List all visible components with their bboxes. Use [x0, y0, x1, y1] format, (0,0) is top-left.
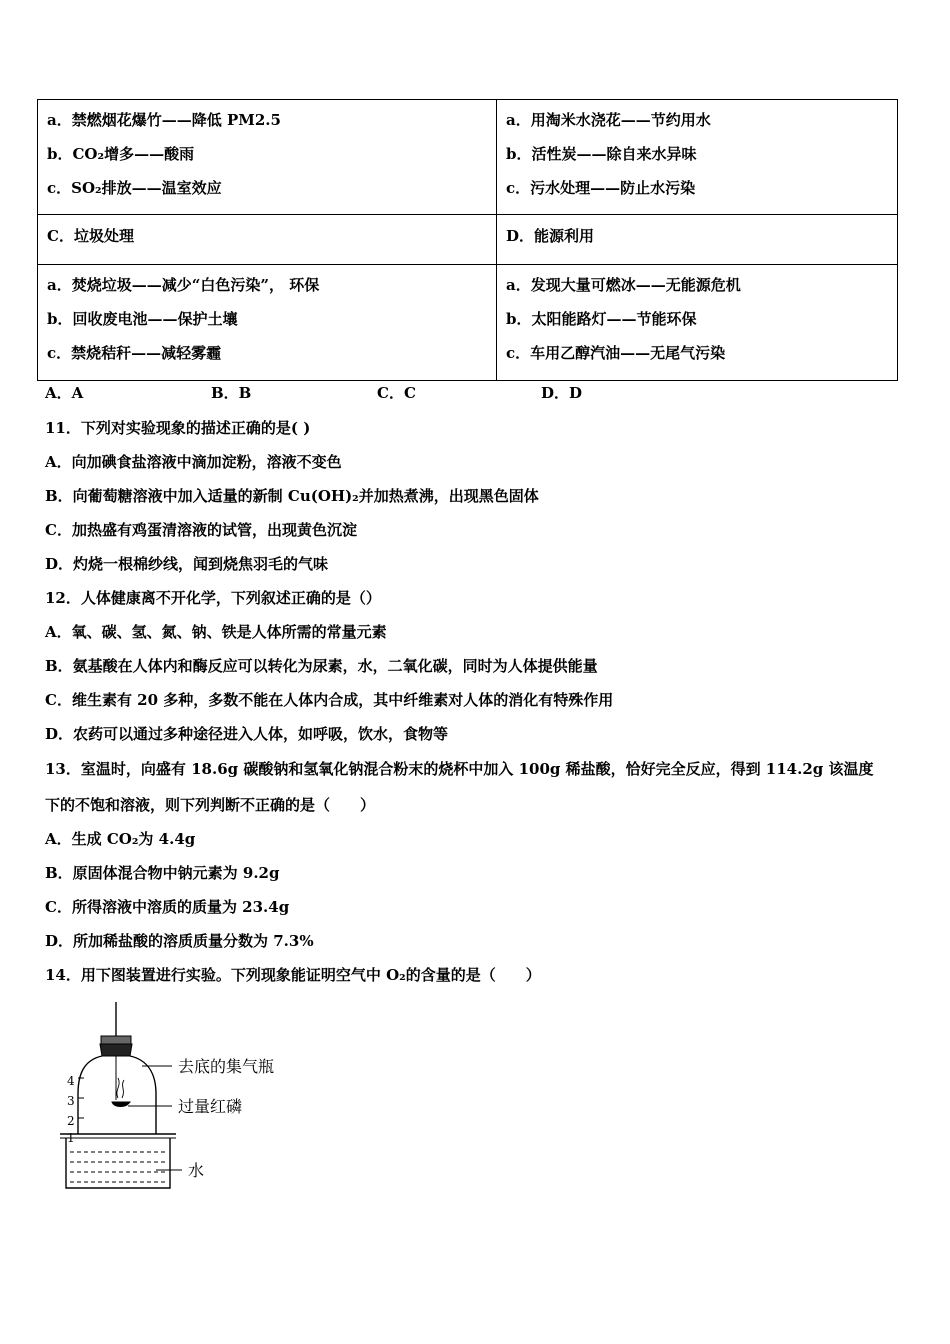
q11-option-c[interactable]: C．加热盛有鸡蛋清溶液的试管，出现黄色沉淀 [45, 521, 357, 539]
label-red-phosphorus: 过量红磷 [178, 1097, 243, 1116]
label-water: 水 [188, 1161, 205, 1180]
cell-line: a．用淘米水浇花——节约用水 [506, 111, 711, 129]
smoke-icon [117, 1078, 124, 1098]
cell-line: b．回收废电池——保护土壤 [47, 310, 238, 328]
cell-heading: C．垃圾处理 [47, 227, 134, 245]
cell-line: b．CO₂增多——酸雨 [47, 145, 195, 163]
cell-d-header [497, 215, 898, 265]
scale-label-4: 4 [67, 1074, 75, 1088]
cell-a-environment [38, 100, 497, 215]
q13-option-a[interactable]: A．生成 CO₂为 4.4g [45, 830, 196, 848]
q12-option-a[interactable]: A．氧、碳、氢、氮、钠、铁是人体所需的常量元素 [45, 623, 387, 641]
q13-stem-line1: 13．室温时，向盛有 18.6g 碳酸钠和氢氧化钠混合粉末的烧杯中加入 100g 稀盐酸，恰好完全反应，得到 114.2g 该温度 [45, 760, 874, 778]
q10-option-a[interactable]: A．A [45, 384, 84, 402]
stopper [100, 1044, 132, 1056]
cell-line: c．SO₂排放——温室效应 [47, 179, 222, 197]
q11-option-a[interactable]: A．向加碘食盐溶液中滴加淀粉，溶液不变色 [45, 453, 342, 471]
q12-stem: 12．人体健康离不开化学，下列叙述正确的是（） [45, 589, 381, 607]
q10-options-table [37, 99, 898, 381]
q10-option-d[interactable]: D．D [541, 384, 583, 402]
q14-stem: 14．用下图装置进行实验。下列现象能证明空气中 O₂的含量的是（ ） [45, 966, 541, 984]
red-phosphorus-spoon [112, 1102, 130, 1107]
cell-c-garbage [38, 265, 497, 381]
scale-label-2: 2 [67, 1114, 75, 1128]
q13-stem-line2: 下的不饱和溶液，则下列判断不正确的是（ ） [45, 796, 376, 814]
cell-line: c．禁烧秸秆——减轻雾霾 [47, 344, 222, 362]
scale-label-1: 1 [67, 1131, 75, 1145]
water-trough [66, 1138, 170, 1188]
q10-option-c[interactable]: C．C [377, 384, 416, 402]
apparatus-diagram [60, 1002, 320, 1202]
q13-option-b[interactable]: B．原固体混合物中钠元素为 9.2g [45, 864, 280, 882]
q13-option-d[interactable]: D．所加稀盐酸的溶质质量分数为 7.3% [45, 932, 314, 950]
cell-line: a．焚烧垃圾——减少“白色污染”， 环保 [47, 276, 320, 294]
cell-b-water [497, 100, 898, 215]
cell-line: b．太阳能路灯——节能环保 [506, 310, 697, 328]
water-surface [70, 1152, 166, 1182]
q12-option-c[interactable]: C．维生素有 20 多种，多数不能在人体内合成，其中纤维素对人体的消化有特殊作用 [45, 691, 614, 709]
q13-option-c[interactable]: C．所得溶液中溶质的质量为 23.4g [45, 898, 290, 916]
q11-option-d[interactable]: D．灼烧一根棉纱线，闻到烧焦羽毛的气味 [45, 555, 329, 573]
q11-stem: 11．下列对实验现象的描述正确的是( ) [45, 419, 311, 437]
label-bell-jar: 去底的集气瓶 [178, 1057, 275, 1076]
q10-option-b[interactable]: B．B [211, 384, 252, 402]
q12-option-b[interactable]: B．氨基酸在人体内和酶反应可以转化为尿素，水，二氧化碳，同时为人体提供能量 [45, 657, 598, 675]
cell-line: a．发现大量可燃冰——无能源危机 [506, 276, 741, 294]
cell-line: b．活性炭——除自来水异味 [506, 145, 697, 163]
cell-d-energy [497, 265, 898, 381]
cell-line: a．禁燃烟花爆竹——降低 PM2.5 [47, 111, 281, 129]
q11-option-b[interactable]: B．向葡萄糖溶液中加入适量的新制 Cu(OH)₂并加热煮沸，出现黑色固体 [45, 487, 539, 505]
cell-line: c．污水处理——防止水污染 [506, 179, 696, 197]
stopper-top [101, 1036, 131, 1044]
cell-line: c．车用乙醇汽油——无尾气污染 [506, 344, 726, 362]
cell-c-header [38, 215, 497, 265]
q12-option-d[interactable]: D．农药可以通过多种途径进入人体，如呼吸，饮水，食物等 [45, 725, 449, 743]
scale-label-3: 3 [67, 1094, 75, 1108]
cell-heading: D．能源利用 [506, 227, 595, 245]
